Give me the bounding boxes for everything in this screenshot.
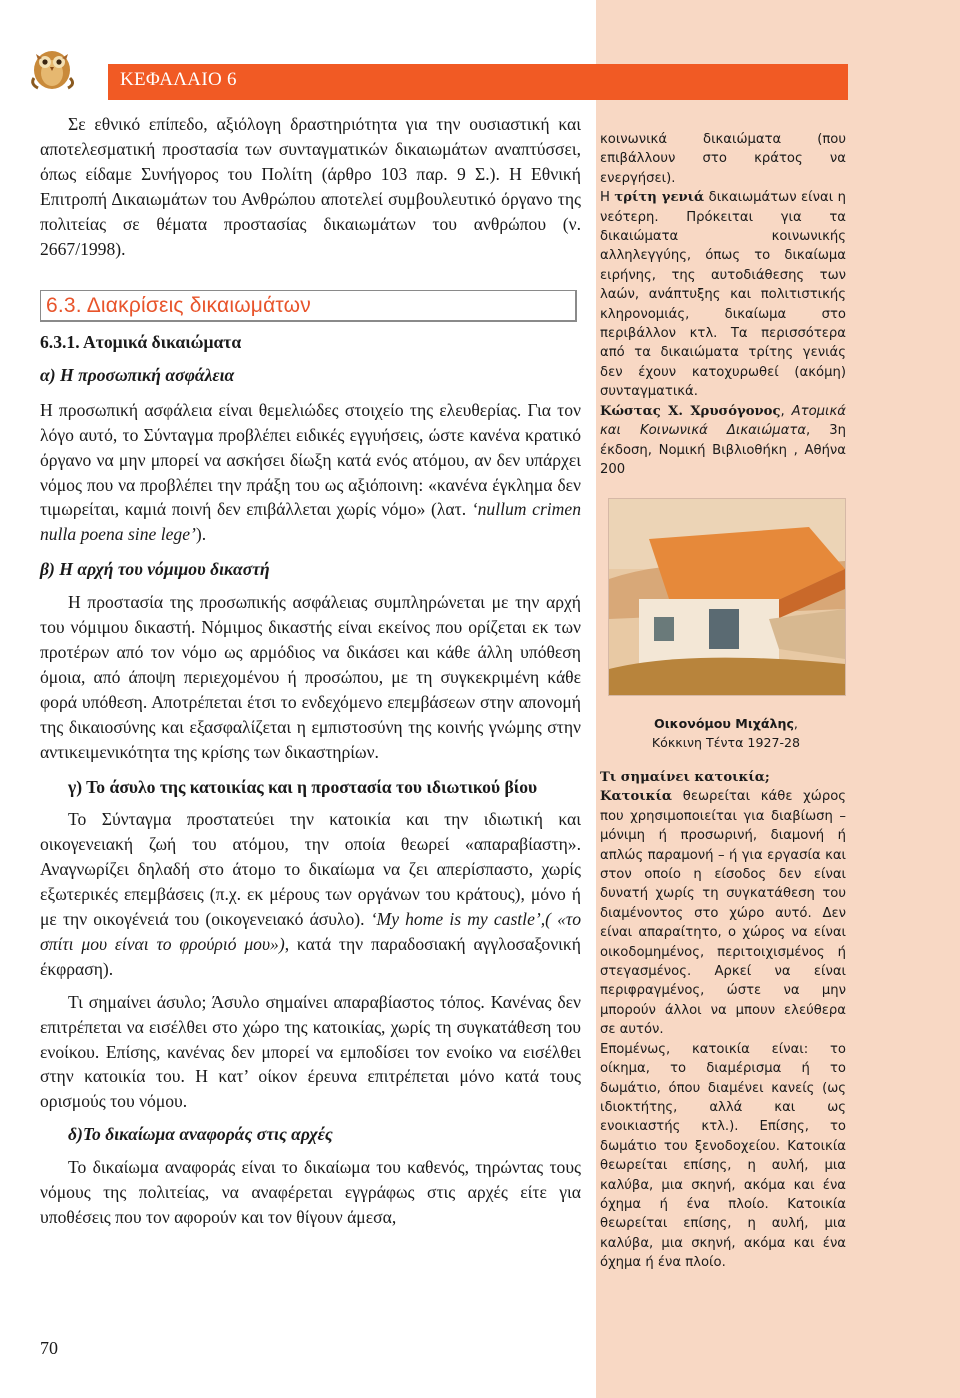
text-segment: Το Σύνταγμα προστατεύει την κατοικία και την ιδιωτική και οικογενειακή ζωή του ατόμου, την οποία θεωρεί «απαραβίαστη». Αναγνωρίζει δηλαδή στο άτομο το δικαίωμα να ζει απερίσπαστο, χωρίς εξωτερικές επεμβάσεις (π.χ. εκ μέρους των οργάνων του κράτους), μόνο ή με την οικογένειά του (οικογενειακό άσυλο). bbox=[40, 809, 581, 930]
citation-author: Κώστας Χ. Χρυσόγονος bbox=[600, 403, 781, 419]
text-segment: , κατά την παραδοσιακή αγγλοσαξονική έκφραση). bbox=[40, 933, 581, 979]
sidebar-text bbox=[600, 188, 846, 401]
chapter-title: ΚΕΦΑΛΑΙΟ 6 bbox=[120, 69, 237, 90]
sidebar-question bbox=[600, 768, 846, 787]
subsection-title: 6.3.1. Ατομικά δικαιώματα bbox=[40, 332, 242, 352]
paragraph-lawful-judge: Η προστασία της προσωπικής ασφάλειας συμπληρώνεται με την αρχή του νόμιμου δικαστή. Νόμιμος δικαστής είναι εκείνος που ορίζεται εκ των προτέρων από τον νόμο ως αρμόδιος να δικάσει και κάθε άλλη υπόθεση όμοια, από άποψη περιεχομένου ή προσώπου, με τη συγκεκριμένη κάθε φορά υπόθεση. Αποτρέπεται έτσι το ενδεχόμενο επεμβάσεων στην απονομή της δικαιοσύνης και εξασφαλίζεται η εμπιστοσύνη της κοινής γνώμης στην αντικειμενικότητα της κρίσης των δικαστηρίων. bbox=[40, 592, 581, 762]
text-segment: ). bbox=[195, 524, 207, 545]
sidebar-text: Επομένως, κατοικία είναι: το οίκημα, το διαμέρισμα ή το δωμάτιο, όπου διαμένει κανείς (ως ιδιοκτήτης, αλλά και ως ενοικιαστής κτλ.). Επίσης, το δωμάτιο του ξενοδοχείου. Κατοικία θεωρείται επίσης, η αυλή, μια καλύβα, μια σκηνή, ακόμα και ένα όχημα ή ένα πλοίο. Κατοικία θεωρείται επίσης, η αυλή, μια καλύβα, μια σκηνή, ακόμα και ένα όχημα ή ένα πλοίο. bbox=[600, 1041, 846, 1271]
text-segment: Η bbox=[600, 190, 615, 206]
heading-petition: δ)Το δικαίωμα αναφοράς στις αρχές bbox=[68, 1124, 333, 1145]
main-column-body bbox=[40, 330, 581, 1230]
sidebar-note-residence bbox=[600, 768, 846, 1273]
text-segment: θεωρείται κάθε χώρος που χρησιμοποιείται για διαβίωση – μόνιμη ή προσωρινή, διαμονή ή απλώς παραμονή – ή για εργασία και στον οποίο η είσοδος δεν είναι δυνατή χωρίς τη συγκατάθεση του διαμένοντος στο χώρο αυτό. Δεν είναι απαραίτητο, ο χώρος να είναι οικοδομημένος, περιτοιχισμένος ή στεγασμένος. Αρκεί να είναι περιφραγμένος, ώστε να μην μπορούν άλλοι να μπουν ελεύθερα σε αυτόν. bbox=[600, 789, 846, 1038]
intro-paragraph: Σε εθνικό επίπεδο, αξιόλογη δραστηριότητα για την ουσιαστική και αποτελεσματική προστασία των συνταγματικών δικαιωμάτων αναπτύσσει, όπως είδαμε Συνήγορος του Πολίτη (άρθρο 103 παρ. 9 Σ.). Η Εθνική Επιτροπή Δικαιωμάτων του Ανθρώπου αποτελεί συμβουλευτικό όργανο της πολιτείας σε θέματα προστασίας δικαιωμάτων του ανθρώπου (ν. 2667/1998). bbox=[40, 114, 581, 259]
main-column bbox=[40, 112, 581, 261]
sidebar-citation: Κώστας Χ. Χρυσόγονος, Ατομικά και Κοινωνικά Δικαιώματα, 3η έκδοση, Νομική Βιβλιοθήκη , Αθήνα 200 bbox=[600, 403, 846, 477]
paragraph-personal-security bbox=[40, 398, 581, 547]
painting-image bbox=[608, 498, 846, 696]
painting-artist: Οικονόμου Μιχάλης bbox=[654, 716, 794, 731]
section-title: 6.3. Διακρίσεις δικαιωμάτων bbox=[46, 294, 311, 317]
bold-term: Κατοικία bbox=[600, 789, 673, 805]
painting-caption bbox=[608, 714, 844, 752]
painting-title: Κόκκινη Τέντα 1927-28 bbox=[651, 735, 801, 750]
owl-icon bbox=[26, 40, 80, 92]
chapter-banner-rule bbox=[108, 98, 848, 100]
quote-phrase: ‘My home is my castle’,( «το σπίτι μου είναι το φρούριό μου») bbox=[40, 909, 581, 954]
paragraph-petition: Το δικαίωμα αναφοράς είναι το δικαίωμα του καθενός, τηρώντας τους νόμους της πολιτείας, να αναφέρεται εγγράφως στις αρχές είτε για υποθέσεις που τον αφορούν και τον θίγουν άμεσα, bbox=[40, 1157, 581, 1227]
paragraph-asylum bbox=[40, 807, 581, 981]
heading-personal-security: α) Η προσωπική ασφάλεια bbox=[40, 364, 235, 385]
text-segment: Η προσωπική ασφάλεια είναι θεμελιώδες στοιχείο της ελευθερίας. Για τον λόγο αυτό, το Σύνταγμα προβλέπει ειδικές εγγυήσεις, ώστε κανένα κρατικό όργανο να μην μπορεί να ασκήσει δίωξη κατά ενός ατόμου, αν δεν υπάρχει νόμος που να προβλέπει την πράξη του ως αξιόποινη: «κανένα έγκλημα δεν τιμωρείται, καμιά ποινή δεν επιβάλλεται χωρίς νόμο» (λατ. bbox=[40, 399, 581, 520]
question-heading: Τι σημαίνει κατοικία; bbox=[600, 770, 770, 785]
painting-artist-line: Οικονόμου Μιχάλης, bbox=[654, 716, 798, 731]
text-segment: δικαιωμάτων είναι η νεότερη. Πρόκειται για τα δικαιώματα κοινωνικής αλληλεγγύης, όπως το δικαίωμα ειρήνης, της αυτοδιάθεσης των λαών, ανάπτυξης και πολιτιστικής κληρονομιάς, δικαίωμα στο περιβάλλον κτλ. Τα περισσότερα από τα δικαιώματα τρίτης γενιάς δεν έχουν κατοχυρωθεί (ακόμη) συνταγματικά. bbox=[600, 190, 847, 400]
sidebar-text: κοινωνικά δικαιώματα (που επιβάλλουν στο κράτος να ενεργήσει). bbox=[600, 132, 846, 186]
page-number: 70 bbox=[40, 1338, 58, 1358]
heading-lawful-judge: β) Η αρχή του νόμιμου δικαστή bbox=[40, 559, 270, 580]
sidebar-note-generations bbox=[600, 130, 846, 479]
sidebar-text bbox=[600, 787, 846, 1039]
citation-edition: , 3η έκδοση, Νομική Βιβλιοθήκη , Αθήνα 200 bbox=[600, 423, 846, 477]
latin-phrase: ‘nullum crimen nulla poena sine lege’ bbox=[40, 499, 581, 545]
heading-asylum: γ) Το άσυλο της κατοικίας και η προστασία του ιδιωτικού βίου bbox=[68, 776, 538, 797]
citation-book: Ατομικά και Κοινωνικά Δικαιώματα bbox=[600, 403, 846, 439]
bold-term: τρίτη γενιά bbox=[614, 190, 705, 206]
paragraph-asylum-meaning: Τι σημαίνει άσυλο; Άσυλο σημαίνει απαραβίαστος τόπος. Κανένας δεν επιτρέπεται να εισέλθει στο χώρο της κατοικίας, χωρίς τη συγκατάθεση του ενοίκου. Επίσης, κανένας δεν μπορεί να εμποδίσει τον ενοίκο να εισέλθει στην κατοικία του. Η κατ’ οίκον έρευνα επιτρέπεται μόνο κατά τους ορισμούς του νόμου. bbox=[40, 991, 581, 1112]
